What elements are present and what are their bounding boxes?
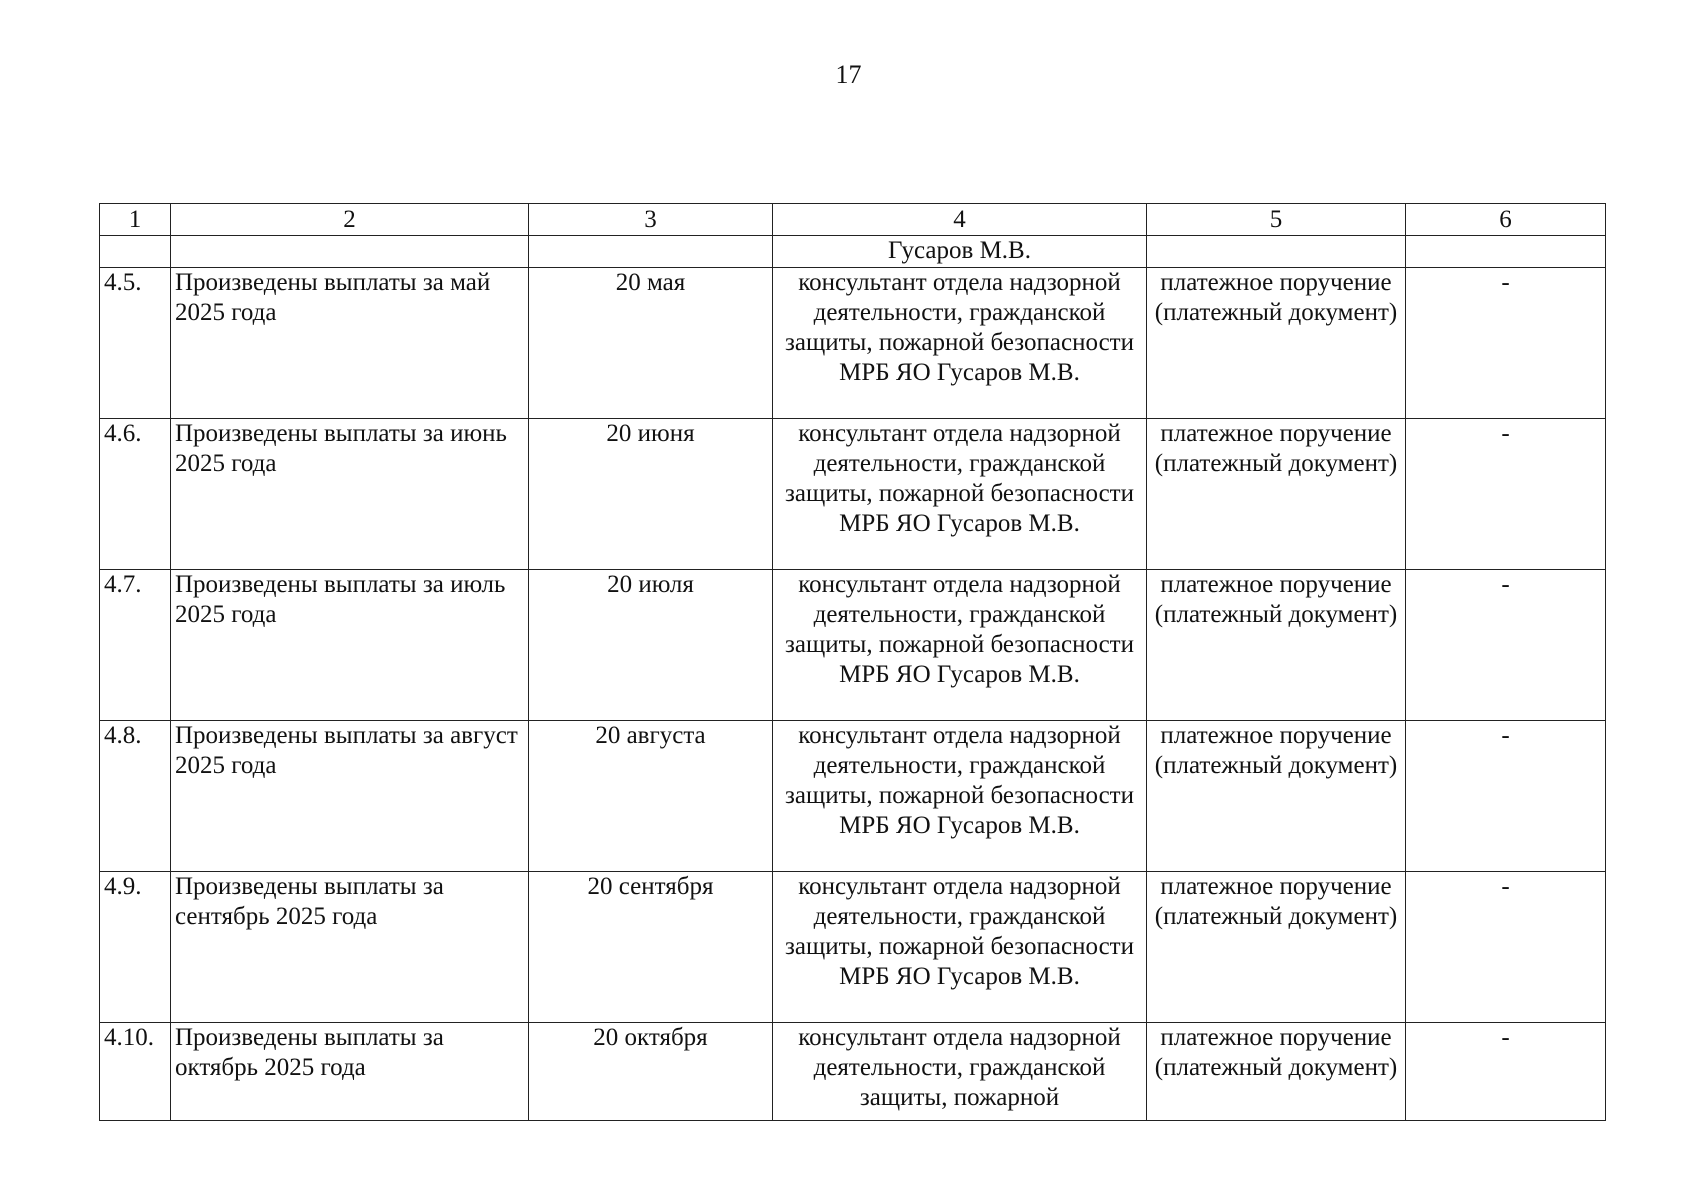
table-row (100, 268, 1606, 419)
date-cell (529, 236, 773, 268)
event-cell (171, 236, 529, 268)
note-cell: - (1406, 721, 1606, 872)
header-cell: 3 (529, 204, 773, 236)
date-cell: 20 мая (529, 268, 773, 419)
event-cell: Произведены выплаты за июнь 2025 года (171, 419, 529, 570)
document-cell: платежное поручение (платежный документ) (1147, 872, 1406, 1023)
row-number (100, 236, 171, 268)
header-cell: 4 (773, 204, 1147, 236)
event-cell: Произведены выплаты за август 2025 года (171, 721, 529, 872)
document-cell: платежное поручение (платежный документ) (1147, 419, 1406, 570)
row-number: 4.5. (100, 268, 171, 419)
row-number: 4.8. (100, 721, 171, 872)
note-cell: - (1406, 570, 1606, 721)
event-cell: Произведены выплаты за май 2025 года (171, 268, 529, 419)
table-row (100, 1023, 1606, 1121)
date-cell: 20 июля (529, 570, 773, 721)
note-cell: - (1406, 872, 1606, 1023)
event-cell: Произведены выплаты за октябрь 2025 года (171, 1023, 529, 1121)
table-row (100, 419, 1606, 570)
header-cell: 5 (1147, 204, 1406, 236)
table-row (100, 570, 1606, 721)
responsible-cell: консультант отдела надзорной деятельности, гражданской защиты, пожарной безопасности МРБ ЯО Гусаров М.В. (773, 570, 1147, 721)
date-cell: 20 августа (529, 721, 773, 872)
header-cell: 2 (171, 204, 529, 236)
document-cell: платежное поручение (платежный документ) (1147, 570, 1406, 721)
responsible-cell: консультант отдела надзорной деятельности, гражданской защиты, пожарной (773, 1023, 1147, 1121)
row-number: 4.9. (100, 872, 171, 1023)
header-cell: 6 (1406, 204, 1606, 236)
continuation-row (100, 236, 1606, 268)
responsible-cell: консультант отдела надзорной деятельности, гражданской защиты, пожарной безопасности МРБ ЯО Гусаров М.В. (773, 872, 1147, 1023)
document-cell: платежное поручение (платежный документ) (1147, 268, 1406, 419)
document-cell: платежное поручение (платежный документ) (1147, 1023, 1406, 1121)
row-number: 4.7. (100, 570, 171, 721)
note-cell: - (1406, 1023, 1606, 1121)
event-cell: Произведены выплаты за сентябрь 2025 года (171, 872, 529, 1023)
header-row (100, 204, 1606, 236)
row-number: 4.10. (100, 1023, 171, 1121)
date-cell: 20 октября (529, 1023, 773, 1121)
header-cell: 1 (100, 204, 171, 236)
document-cell (1147, 236, 1406, 268)
responsible-cell: Гусаров М.В. (773, 236, 1147, 268)
date-cell: 20 сентября (529, 872, 773, 1023)
note-cell (1406, 236, 1606, 268)
page-number: 17 (835, 60, 862, 89)
event-cell: Произведены выплаты за июль 2025 года (171, 570, 529, 721)
note-cell: - (1406, 419, 1606, 570)
table-row (100, 872, 1606, 1023)
note-cell: - (1406, 268, 1606, 419)
responsible-cell: консультант отдела надзорной деятельности, гражданской защиты, пожарной безопасности МРБ ЯО Гусаров М.В. (773, 419, 1147, 570)
responsible-cell: консультант отдела надзорной деятельности, гражданской защиты, пожарной безопасности МРБ ЯО Гусаров М.В. (773, 268, 1147, 419)
responsible-cell: консультант отдела надзорной деятельности, гражданской защиты, пожарной безопасности МРБ ЯО Гусаров М.В. (773, 721, 1147, 872)
plan-table (99, 203, 1606, 1121)
row-number: 4.6. (100, 419, 171, 570)
table-row (100, 721, 1606, 872)
date-cell: 20 июня (529, 419, 773, 570)
document-cell: платежное поручение (платежный документ) (1147, 721, 1406, 872)
